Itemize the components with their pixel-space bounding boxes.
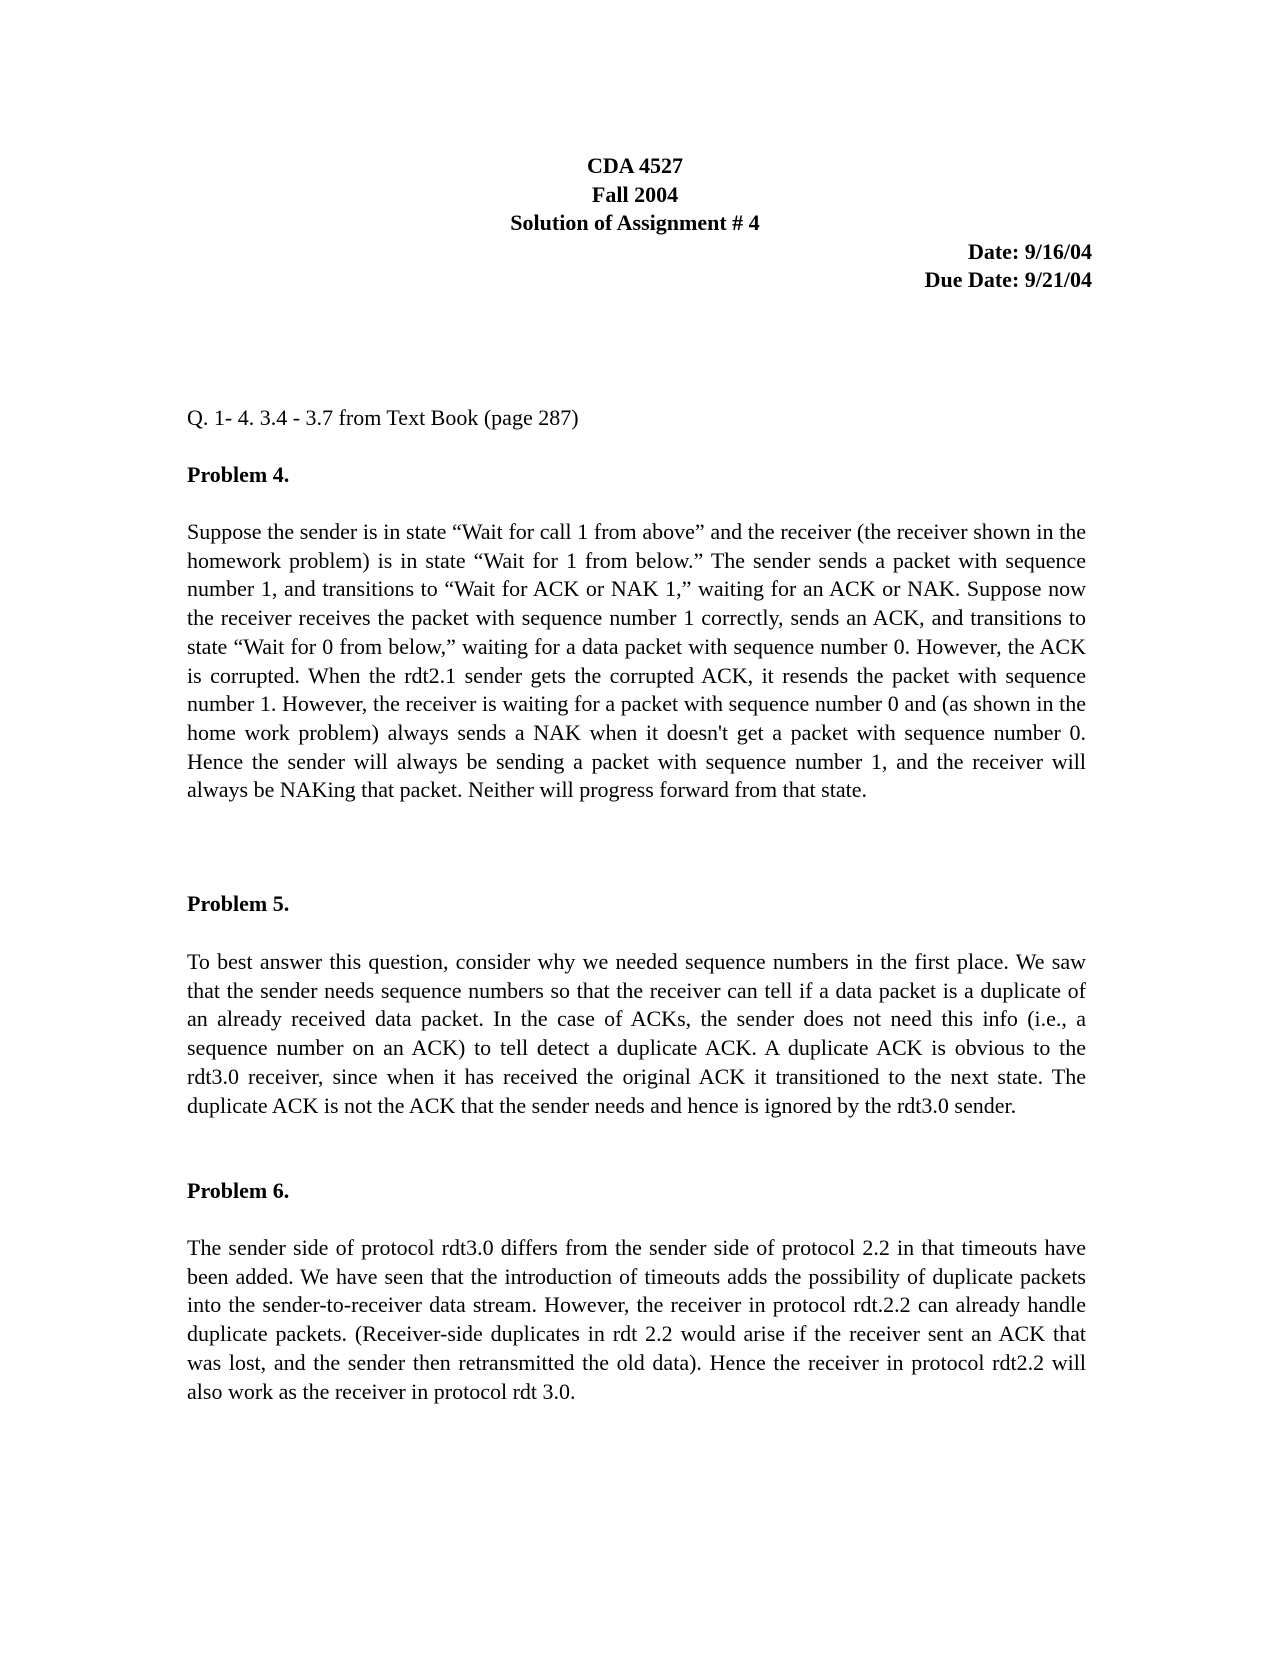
problem-6-text: The sender side of protocol rdt3.0 differs from the sender side of protocol 2.2 in that timeouts have been added. We have seen that the introduction of timeouts adds the possibility of duplicate packets into the sender-to-receiver data stream. However, the receiver in protocol rdt.2.2 can already handle duplicate packets. (Receiver-side duplicates in rdt 2.2 would arise if the receiver sent an ACK that was lost, and the sender then retransmitted the old data). Hence the receiver in protocol rdt2.2 will also work as the receiver in protocol rdt 3.0. bbox=[187, 1235, 1086, 1404]
due-date: Due Date: 9/21/04 bbox=[924, 267, 1092, 292]
problem-5-heading: Problem 5. bbox=[187, 891, 290, 916]
problem-4-text: Suppose the sender is in state “Wait for call 1 from above” and the receiver (the receiver shown in the homework problem) is in state “Wait for 1 from below.” The sender sends a packet with sequence number 1, and transitions to “Wait for ACK or NAK 1,” waiting for an ACK or NAK. Suppose now the receiver receives the packet with sequence number 1 correctly, sends an ACK, and transitions to state “Wait for 0 from below,” waiting for a data packet with sequence number 0. However, the ACK is corrupted. When the rdt2.1 sender gets the corrupted ACK, it resends the packet with sequence number 1. However, the receiver is waiting for a packet with sequence number 0 and (as shown in the home work problem) always sends a NAK when it doesn't get a packet with sequence number 0. Hence the sender will always be sending a packet with sequence number 1, and the receiver will always be NAKing that packet. Neither will progress forward from that state. bbox=[187, 519, 1086, 803]
problem-6-heading-block bbox=[187, 1177, 1086, 1206]
intro-block bbox=[187, 404, 1086, 433]
problem-5-heading-block bbox=[187, 890, 1086, 919]
problem-5-text: To best answer this question, consider why we needed sequence numbers in the first place. We saw that the sender needs sequence numbers so that the receiver can tell if a data packet is a duplicate of an already received data packet. In the case of ACKs, the sender does not need this info (i.e., a sequence number on an ACK) to tell detect a duplicate ACK. A duplicate ACK is obvious to the rdt3.0 receiver, since when it has received the original ACK it transitioned to the next state. The duplicate ACK is not the ACK that the sender needs and hence is ignored by the rdt3.0 sender. bbox=[187, 949, 1086, 1118]
document-header bbox=[0, 152, 1280, 292]
problem-4-body bbox=[187, 518, 1086, 805]
problem-6-heading: Problem 6. bbox=[187, 1178, 290, 1203]
term: Fall 2004 bbox=[591, 181, 679, 207]
document-title: Solution of Assignment # 4 bbox=[510, 210, 760, 235]
problem-5-body bbox=[187, 948, 1086, 1120]
problem-4-heading-block bbox=[187, 461, 1086, 490]
problem-4-heading: Problem 4. bbox=[187, 462, 290, 487]
problem-6-body bbox=[187, 1234, 1086, 1406]
assigned-date: Date: 9/16/04 bbox=[967, 238, 1092, 264]
intro-line: Q. 1- 4. 3.4 - 3.7 from Text Book (page 287) bbox=[187, 405, 579, 430]
course-code: CDA 4527 bbox=[587, 153, 683, 178]
